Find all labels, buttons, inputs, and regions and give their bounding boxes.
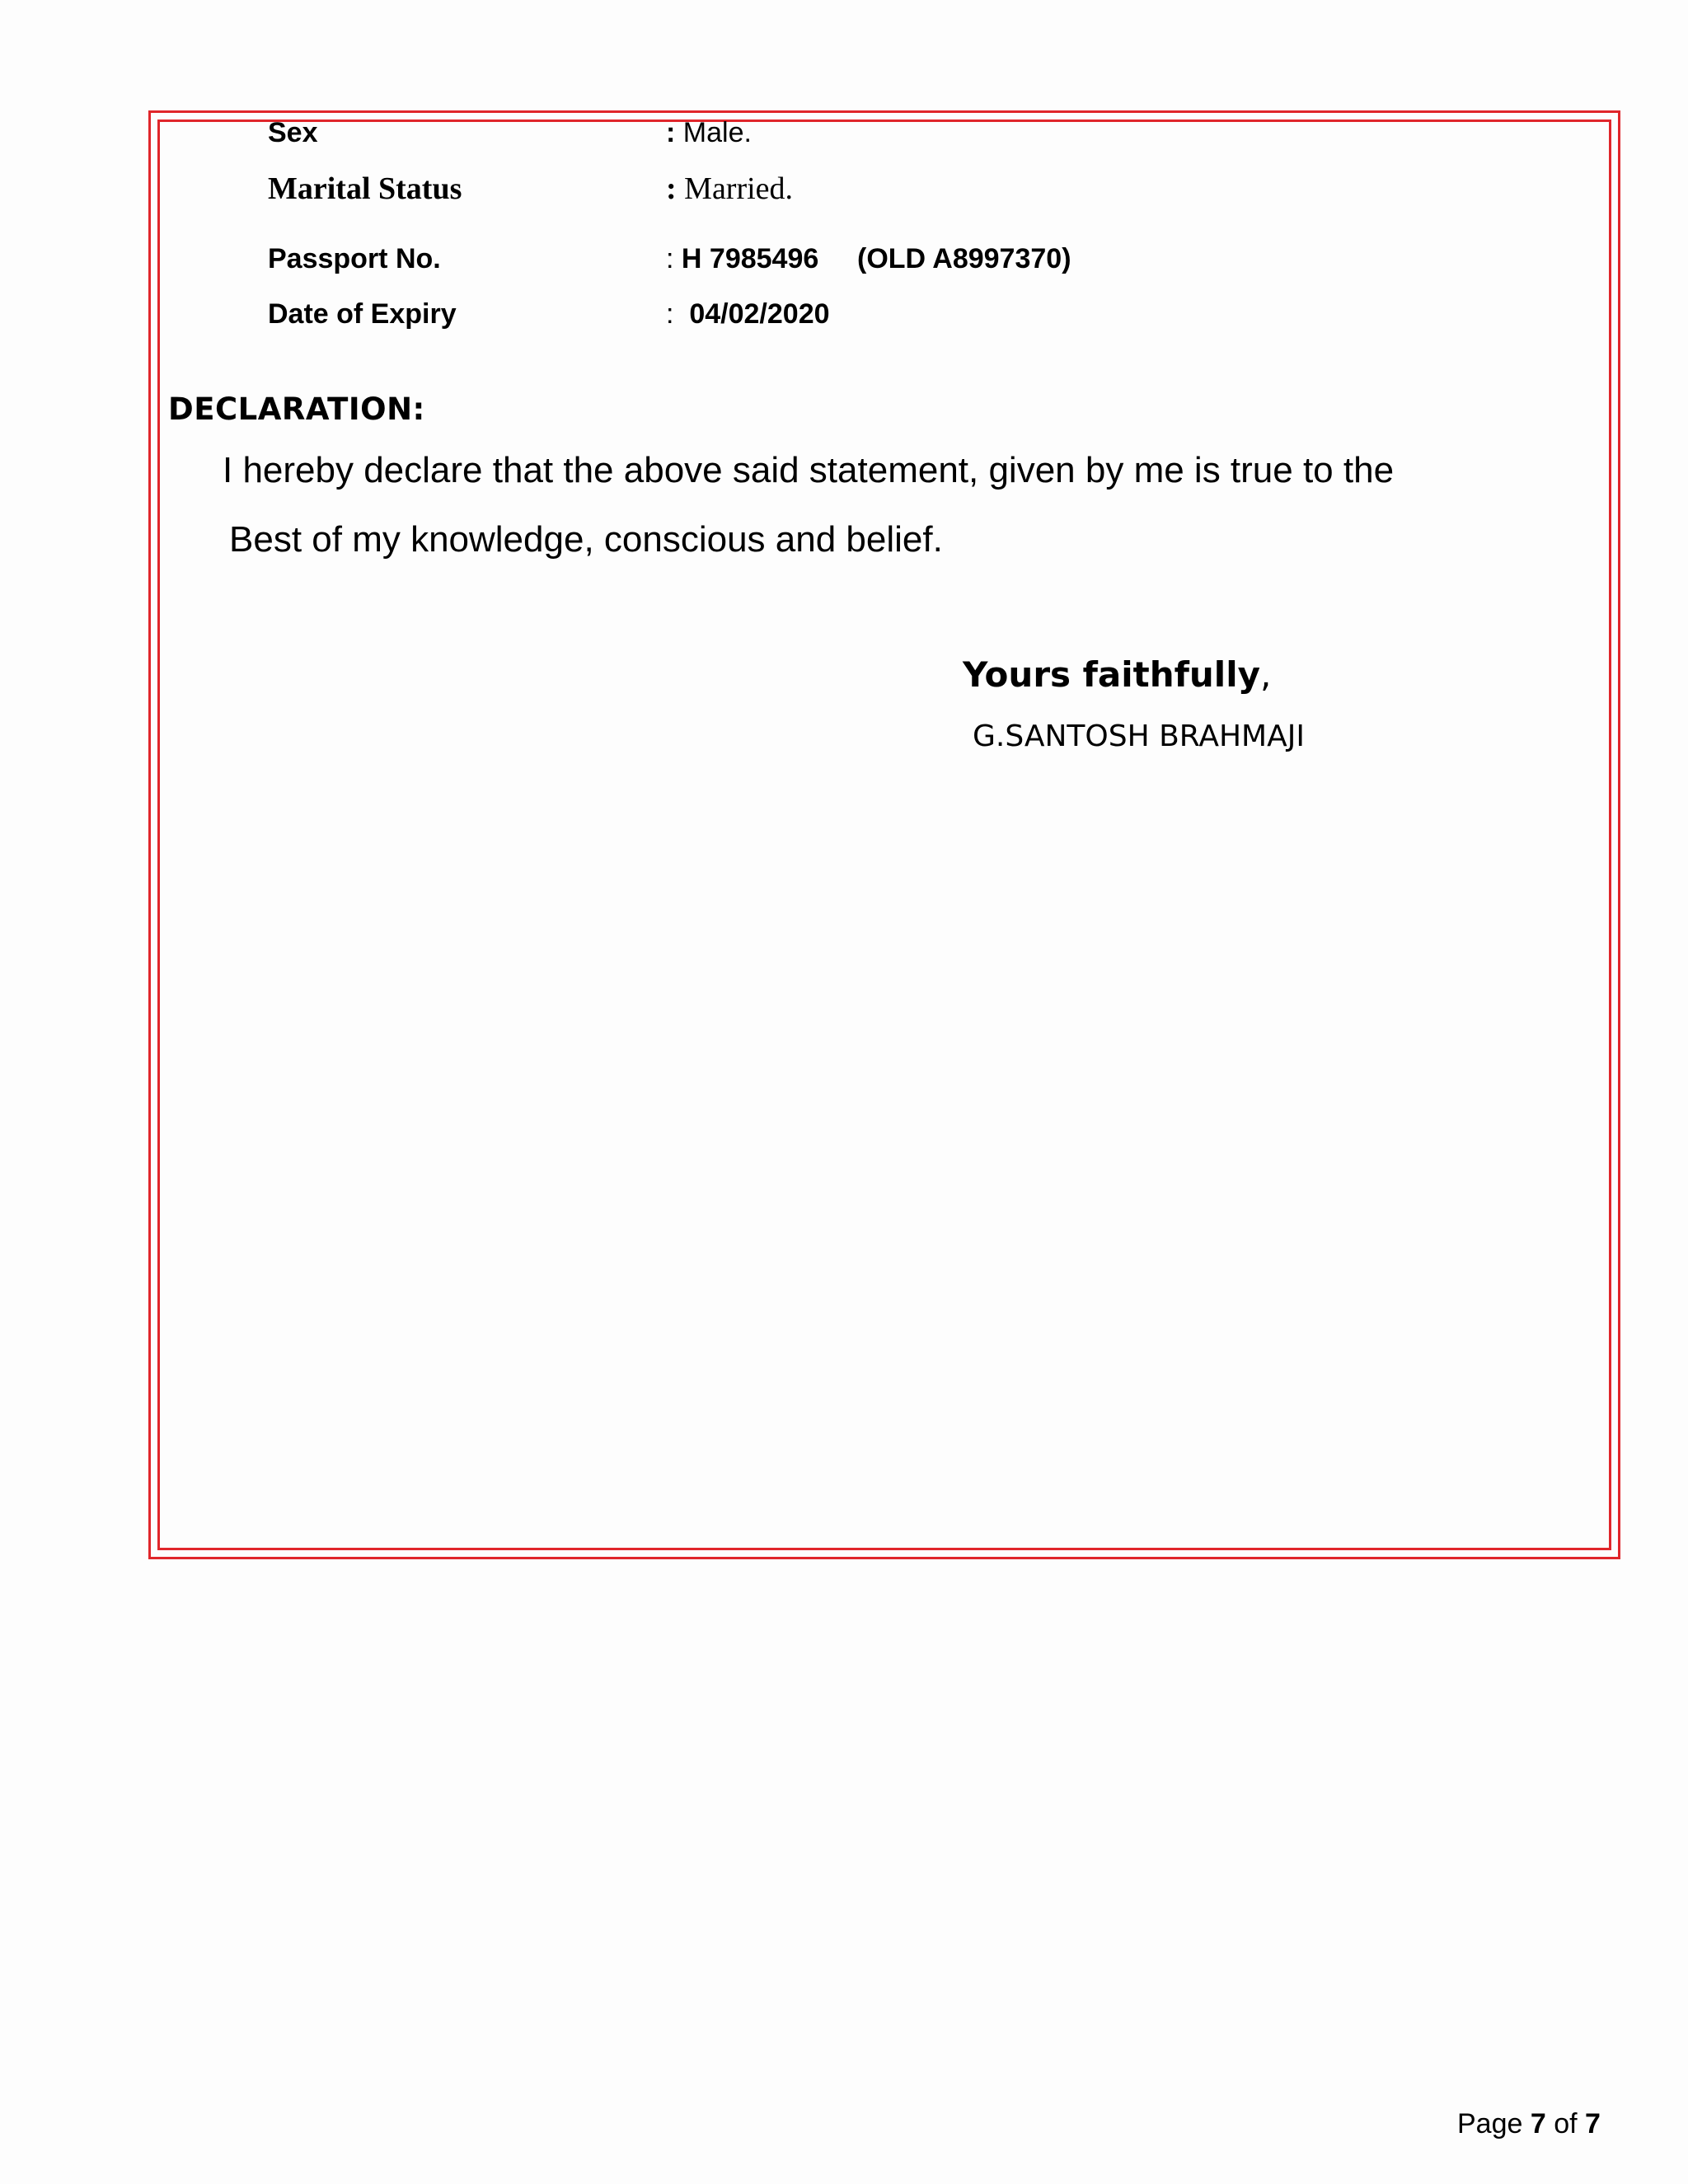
- sex-field: : Male.: [666, 117, 752, 148]
- declaration-line-2: Best of my knowledge, conscious and belief.: [229, 519, 943, 560]
- sex-value: Male.: [682, 117, 752, 148]
- marital-status-field: : Married.: [666, 171, 794, 206]
- current-page: 7: [1530, 2108, 1546, 2139]
- passport-no-value: H 7985496: [681, 243, 819, 274]
- declaration-heading: DECLARATION:: [168, 391, 425, 427]
- passport-no-field: : H 7985496: [666, 243, 819, 274]
- salutation-comma: ,: [1259, 654, 1272, 695]
- salutation-text: Yours faithfully: [963, 654, 1260, 695]
- sex-label: Sex: [268, 117, 318, 148]
- total-pages: 7: [1585, 2108, 1601, 2139]
- page-number: [1457, 2110, 1601, 2138]
- marital-status-value: Married.: [684, 171, 794, 206]
- closing-salutation: [963, 654, 1272, 695]
- signer-name: G.SANTOSH BRAHMAJI: [973, 719, 1305, 753]
- date-of-expiry-field: : 04/02/2020: [666, 298, 830, 330]
- page-border-inner: [157, 117, 1611, 1550]
- marital-status-label: Marital Status: [268, 171, 462, 206]
- date-of-expiry-value: 04/02/2020: [689, 298, 830, 330]
- page-of: of: [1554, 2108, 1578, 2139]
- date-of-expiry-label: Date of Expiry: [268, 298, 457, 330]
- passport-old-value: (OLD A8997370): [857, 243, 1071, 274]
- page-prefix: Page: [1457, 2108, 1523, 2139]
- passport-no-label: Passport No.: [268, 243, 441, 274]
- declaration-line-1: I hereby declare that the above said statement, given by me is true to the: [223, 450, 1395, 490]
